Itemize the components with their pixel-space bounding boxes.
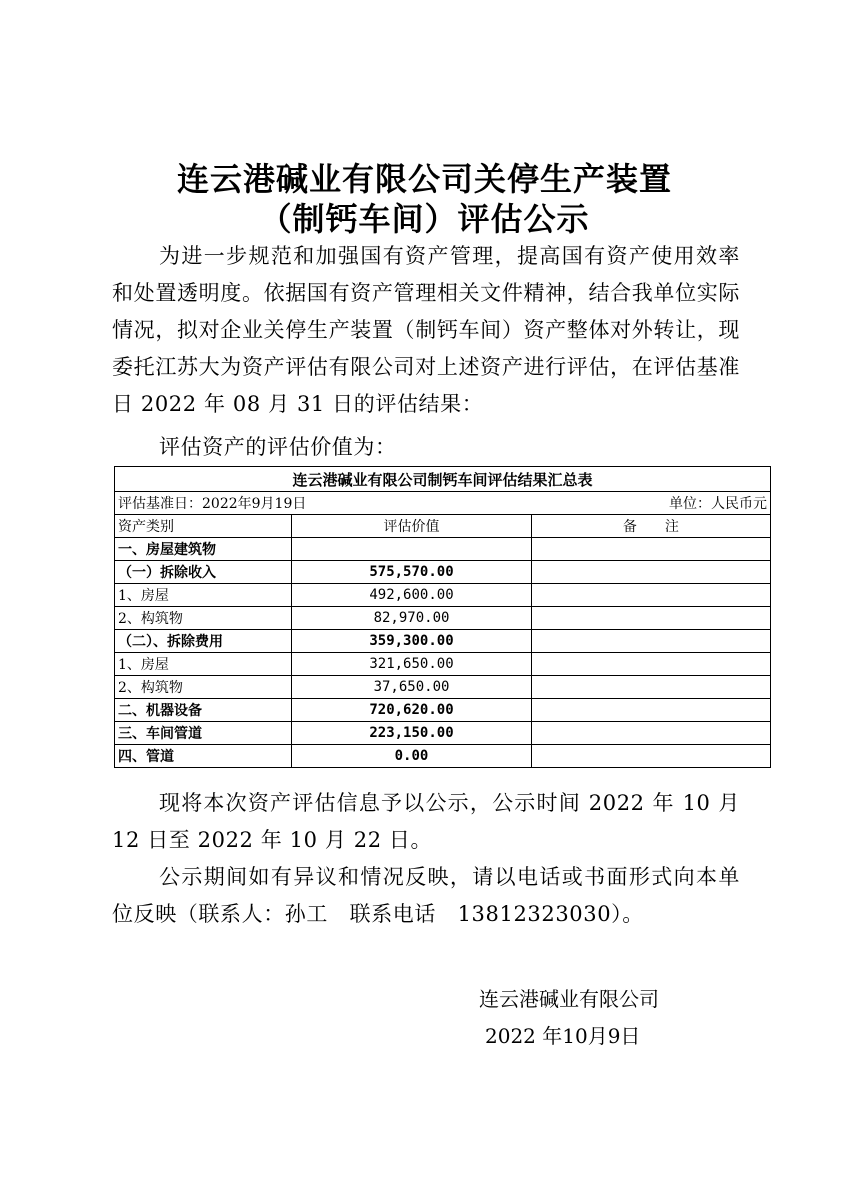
row-value: 37,650.00 xyxy=(292,676,532,699)
row-note xyxy=(531,722,770,745)
valuation-summary-table xyxy=(114,466,771,768)
row-value: 575,570.00 xyxy=(292,561,532,584)
row-note xyxy=(531,699,770,722)
table-header-row xyxy=(115,515,771,538)
table-row xyxy=(115,722,771,745)
base-date-label: 评估基准日：2022年9月19日 xyxy=(115,492,532,515)
table-row xyxy=(115,538,771,561)
table-info-row xyxy=(115,492,771,515)
row-category: （一）拆除收入 xyxy=(115,561,292,584)
header-category: 资产类别 xyxy=(115,515,292,538)
table-row xyxy=(115,699,771,722)
row-value xyxy=(292,538,532,561)
table-row xyxy=(115,676,771,699)
table-caption: 连云港碱业有限公司制钙车间评估结果汇总表 xyxy=(115,467,771,492)
row-category: 1、房屋 xyxy=(115,653,292,676)
valuation-intro-text: 评估资产的评估价值为： xyxy=(159,435,397,459)
row-note xyxy=(531,584,770,607)
row-category: （二）、拆除费用 xyxy=(115,630,292,653)
row-category: 二、机器设备 xyxy=(115,699,292,722)
header-note: 备 注 xyxy=(531,515,770,538)
row-note xyxy=(531,676,770,699)
row-note xyxy=(531,538,770,561)
row-value: 720,620.00 xyxy=(292,699,532,722)
row-value: 492,600.00 xyxy=(292,584,532,607)
table-row xyxy=(115,653,771,676)
intro-paragraph: 为进一步规范和加强国有资产管理，提高国有资产使用效率和处置透明度。依据国有资产管理相关文件精神，结合我单位实际情况，拟对企业关停生产装置（制钙车间）资产整体对外转让，现委托江苏大为资产评估有限公司对上述资产进行评估，在评估基准日 2022 年 08 月 31 日的评估结果： xyxy=(112,244,740,416)
table-row xyxy=(115,630,771,653)
row-value: 359,300.00 xyxy=(292,630,532,653)
row-value: 223,150.00 xyxy=(292,722,532,745)
row-value: 82,970.00 xyxy=(292,607,532,630)
table-caption-row xyxy=(115,467,771,492)
document-title-line-2: （制钙车间）评估公示 xyxy=(259,200,590,238)
row-value: 321,650.00 xyxy=(292,653,532,676)
header-value: 评估价值 xyxy=(292,515,532,538)
table-row xyxy=(115,584,771,607)
objection-contact-paragraph: 公示期间如有异议和情况反映，请以电话或书面形式向本单位反映（联系人：孙工 联系电话 13812323030）。 xyxy=(112,865,740,926)
row-note xyxy=(531,561,770,584)
row-note xyxy=(531,653,770,676)
row-note xyxy=(531,607,770,630)
row-category: 四、管道 xyxy=(115,745,292,768)
signature-date: 2022 年10月9日 xyxy=(485,1024,641,1048)
row-category: 三、车间管道 xyxy=(115,722,292,745)
table-row xyxy=(115,607,771,630)
row-category: 一、房屋建筑物 xyxy=(115,538,292,561)
currency-unit-label: 单位：人民币元 xyxy=(531,492,770,515)
row-category: 2、构筑物 xyxy=(115,607,292,630)
table-row xyxy=(115,745,771,768)
publicity-period-paragraph: 现将本次资产评估信息予以公示，公示时间 2022 年 10 月 12 日至 2022 年 10 月 22 日。 xyxy=(112,791,740,852)
row-category: 2、构筑物 xyxy=(115,676,292,699)
table-row xyxy=(115,561,771,584)
document-title-line-1: 连云港碱业有限公司关停生产装置 xyxy=(176,160,672,198)
row-note xyxy=(531,630,770,653)
row-note xyxy=(531,745,770,768)
signature-organization: 连云港碱业有限公司 xyxy=(479,987,659,1011)
row-value: 0.00 xyxy=(292,745,532,768)
row-category: 1、房屋 xyxy=(115,584,292,607)
